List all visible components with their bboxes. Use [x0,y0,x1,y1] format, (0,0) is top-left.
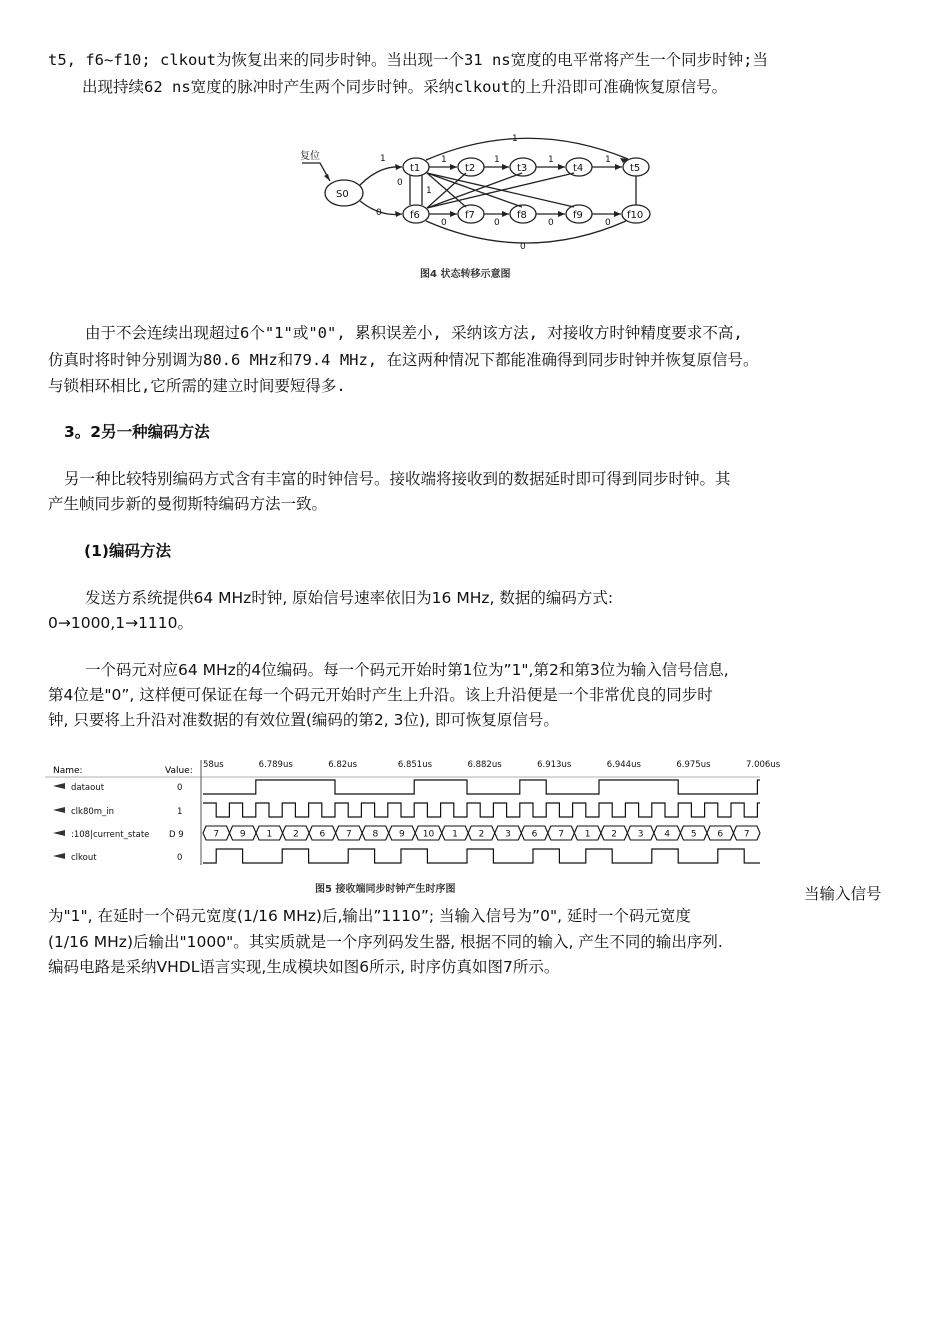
state-value: 2 [478,829,485,840]
figure4-caption: 图4 状态转移示意图 [420,269,511,280]
subsection-heading-1: (1)编码方法 [84,542,171,560]
state-value: 5 [690,829,697,840]
para6-line3: (1/16 MHz)后输出"1000"。其实质就是一个序列码发生器, 根据不同的输入, 产生不同的输出序列. [48,933,723,951]
state-value: 9 [399,829,405,840]
signal-value-clk80m: 1 [177,807,183,817]
edge-label: 0 [494,218,500,228]
state-value: 1 [266,829,273,840]
signal-value-current-state: D 9 [169,830,184,840]
edge-label: 1 [441,155,447,165]
state-label-s0: S0 [336,189,349,200]
para2-line1: 由于不会连续出现超过6个"1"或"0", 累积误差小, 采纳该方法, 对接收方时钟精度要求不高, [85,324,743,342]
signal-value-dataout: 0 [177,783,183,793]
figure5-timing-diagram [45,755,781,905]
state-value: 2 [611,829,617,840]
clkout-waveform [203,849,760,863]
state-value: 8 [372,829,379,840]
section-heading-3-2: 3。2另一种编码方法 [64,423,210,441]
time-label: 6.851us [397,760,433,770]
reset-label: 复位 [300,151,320,162]
signal-value-clkout: 0 [177,853,183,863]
signal-name-dataout: dataout [71,783,105,793]
signal-name-clk80m: clk80m_in [71,807,115,817]
edge-label: 1 [512,134,518,144]
state-value: 1 [452,829,458,840]
state-label-t2: t2 [465,163,476,174]
para1-line1: t5, f6~f10; clkout为恢复出来的同步时钟。当出现一个31 ns宽度的电平常将产生一个同步时钟;当 [48,51,768,69]
state-value: 6 [319,829,326,840]
para6-line1-tail: 当输入信号 [804,885,882,903]
figure4-state-diagram [290,125,660,290]
state-value: 7 [558,829,564,840]
time-label: 6.789us [258,760,293,770]
para6-line4: 编码电路是采纳VHDL语言实现,生成模块如图6所示, 时序仿真如图7所示。 [48,958,560,976]
edge-label: 1 [426,186,432,196]
para1-line2: 出现持续62 ns宽度的脉冲时产生两个同步时钟。采纳clkout的上升沿即可准确恢复原信号。 [82,78,728,96]
state-value: 7 [743,829,750,840]
state-value: 2 [292,829,299,840]
edge-label: 0 [605,218,611,228]
time-label: 6.913us [537,760,572,770]
edge-label: 1 [548,155,554,165]
edge-label: 0 [520,242,526,252]
time-label: 6.975us [676,760,711,770]
signal-arrow-icon [53,830,65,836]
state-value: 7 [346,829,352,840]
edge-label: 0 [441,218,447,228]
para4-line1: 发送方系统提供64 MHz时钟, 原始信号速率依旧为16 MHz, 数据的编码方式: [85,589,614,607]
time-label: 6.944us [606,760,641,770]
state-label-t1: t1 [410,163,421,174]
edge-label: 1 [494,155,500,165]
state-label-t4: t4 [573,163,584,174]
signal-arrow-icon [53,807,65,813]
state-value: 7 [213,829,220,840]
state-value: 3 [505,829,511,840]
signal-arrow-icon [53,853,65,859]
state-label-f7: f7 [465,210,475,221]
edge-label: 0 [397,178,403,188]
signal-arrow-icon [53,783,65,789]
para5-line1: 一个码元对应64 MHz的4位编码。每一个码元开始时第1位为”1",第2和第3位为输入信号信息, [85,661,729,679]
edge-label: 0 [548,218,554,228]
state-value: 4 [664,829,671,840]
edge-label: 1 [380,154,386,164]
para5-line3: 钟, 只要将上升沿对准数据的有效位置(编码的第2, 3位), 即可恢复原信号。 [48,711,559,729]
para3-line1: 另一种比较特别编码方式含有丰富的时钟信号。接收端将接收到的数据延时即可得到同步时钟。其 [64,470,731,488]
state-value: 9 [239,829,246,840]
para5-line2: 第4位是"0”, 这样便可保证在每一个码元开始时产生上升沿。该上升沿便是一个非常优良的同步时 [48,686,713,704]
figure5-caption: 图5 接收端同步时钟产生时序图 [315,884,456,895]
time-label: 7.006us [746,760,781,770]
state-label-t5: t5 [630,163,641,174]
edge-label: 0 [376,208,382,218]
state-value: 10 [422,829,435,840]
state-label-f6: f6 [410,210,420,221]
state-value: 6 [717,829,724,840]
time-label: 58us [203,760,224,770]
signal-name-current-state: :108|current_state [71,830,150,840]
para4-line2: 0→1000,1→1110。 [48,614,194,632]
para6-line2: 为"1", 在延时一个码元宽度(1/16 MHz)后,输出”1110”; 当输入信号为”0", 延时一个码元宽度 [48,907,691,925]
state-value: 6 [531,829,538,840]
dataout-waveform [203,780,760,794]
clk80m-waveform [203,803,760,817]
state-label-f10: f10 [627,210,644,221]
signal-name-clkout: clkout [71,853,97,863]
state-value: 1 [584,829,591,840]
para2-line3: 与锁相环相比,它所需的建立时间要短得多. [48,377,346,395]
state-label-f9: f9 [573,210,583,221]
state-value: 3 [637,829,644,840]
value-header: Value: [165,766,193,776]
time-label: 6.882us [467,760,502,770]
para3-line2: 产生帧同步新的曼彻斯特编码方法一致。 [48,495,328,513]
state-label-t3: t3 [517,163,528,174]
time-label: 6.82us [328,760,357,770]
para2-line2: 仿真时将时钟分别调为80.6 MHz和79.4 MHz, 在这两种情况下都能准确得到同步时钟并恢复原信号。 [48,351,759,369]
name-header: Name: [53,766,83,776]
edge-label: 1 [605,155,611,165]
state-label-f8: f8 [517,210,527,221]
